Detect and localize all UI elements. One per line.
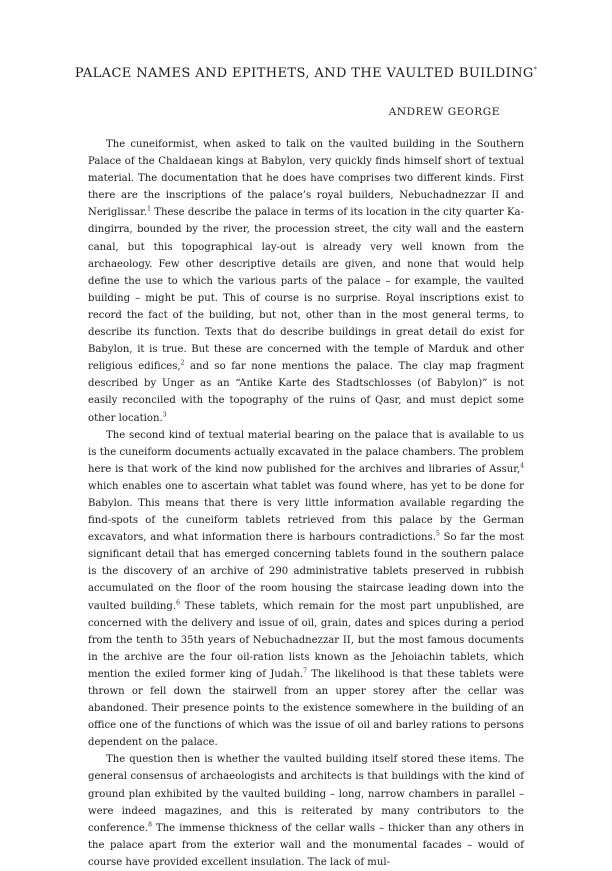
body-paragraph — [88, 136, 524, 427]
body-paragraph — [88, 751, 524, 871]
body-paragraph — [88, 427, 524, 752]
paragraph-text: which enables one to ascertain what tablet was found where, has yet to be done for Babylon. This means that there is very little information available regarding the find-spots of the cuneiform tablets retrieved from this palace by the German excavators, and what information there is harbours contradictions. — [88, 480, 524, 544]
footnote-marker: 7 — [303, 667, 307, 675]
footnote-marker: 5 — [435, 530, 440, 538]
paragraph-text: These describe the palace in terms of its location in the city quarter Ka-dingirra, bounded by the river, the procession street, the city wall and the eastern canal, but this topographical lay-out is already very well known from the archaeology. Few other descriptive details are given, and none that would help define the use to which the various parts of the palace – for example, the vaulted building – might be put. This of course is no surprise. Royal inscriptions exist to record the fact of the building, but not, other than in the most general terms, to describe its function. Texts that do describe buildings in great detail do exist for Babylon, it is true. But these are concerned with the temple of Marduk and other religious edifices, — [88, 207, 524, 373]
paragraph-text: So far the most significant detail that has emerged concerning tablets found in the southern palace is the discovery of an archive of 290 administrative tablets preserved in rubbish accumulated on the floor of the room housing the staircase leading down into the vaulted building. — [88, 532, 524, 612]
author-name: ANDREW GEORGE — [388, 106, 500, 118]
footnote-marker: 3 — [162, 411, 167, 419]
paragraph-text: The cuneiformist, when asked to talk on the vaulted building in the Southern Palace of the Chaldaean kings at Babylon, very quickly finds himself short of textual material. The documentation that he does have comprises two different kinds. First there are the inscriptions of the palace’s royal builders, Nebuchadnezzar II and Neriglissar. — [88, 139, 524, 219]
title-footnote-marker: * — [533, 66, 538, 74]
footnote-marker: 6 — [176, 599, 180, 607]
footnote-marker: 4 — [520, 462, 524, 470]
paragraph-text: These tablets, which remain for the most part unpublished, are concerned with the delivery and issue of oil, grain, dates and spices during a period from the tenth to 35th years of Nebuchadnezzar II, but the most famous documents in the archive are the four oil-ration lists known as the Jehoiachin tablets, which mention the exiled former king of Judah. — [88, 600, 525, 680]
footnote-marker: 2 — [180, 359, 185, 367]
footnote-marker: 8 — [148, 821, 152, 829]
paragraph-text: and so far none mentions the palace. The clay map fragment described by Unger as an “Antike Karte des Stadtschlosses (of Babylon)” is not easily reconciled with the topography of the ruins of Qasr, and must depict some other location. — [88, 361, 525, 424]
article-title-text: PALACE NAMES AND EPITHETS, AND THE VAULTED BUILDING — [74, 66, 534, 81]
paragraph-text: The question then is whether the vaulted building itself stored these items. The general consensus of archaeologists and architects is that buildings with the kind of ground plan exhibited by the vaulted building – long, narrow chambers in parallel – were indeed magazines, and this is reiterated by many contributors to the conference. — [88, 754, 524, 834]
paragraph-text: The second kind of textual material bearing on the palace that is available to us is the cuneiform documents actually excavated in the palace chambers. The problem here is that work of the kind now published for the archives and libraries of Assur, — [88, 429, 524, 475]
article-body — [88, 136, 524, 871]
paragraph-text: The likelihood is that these tablets were thrown or fell down the stairwell from an upper storey after the cellar was abandoned. Their presence points to the existence somewhere in the building of an office one of the functions of which was the issue of oil and barley rations to persons dependent on the palace. — [88, 668, 524, 749]
article-title — [60, 66, 552, 81]
footnote-marker: 1 — [147, 206, 151, 214]
paragraph-text: The immense thickness of the cellar walls – thicker than any others in the palace apart from the exterior wall and the monumental facades – would of course have provided excellent insulation. The lack of mul- — [88, 822, 524, 868]
